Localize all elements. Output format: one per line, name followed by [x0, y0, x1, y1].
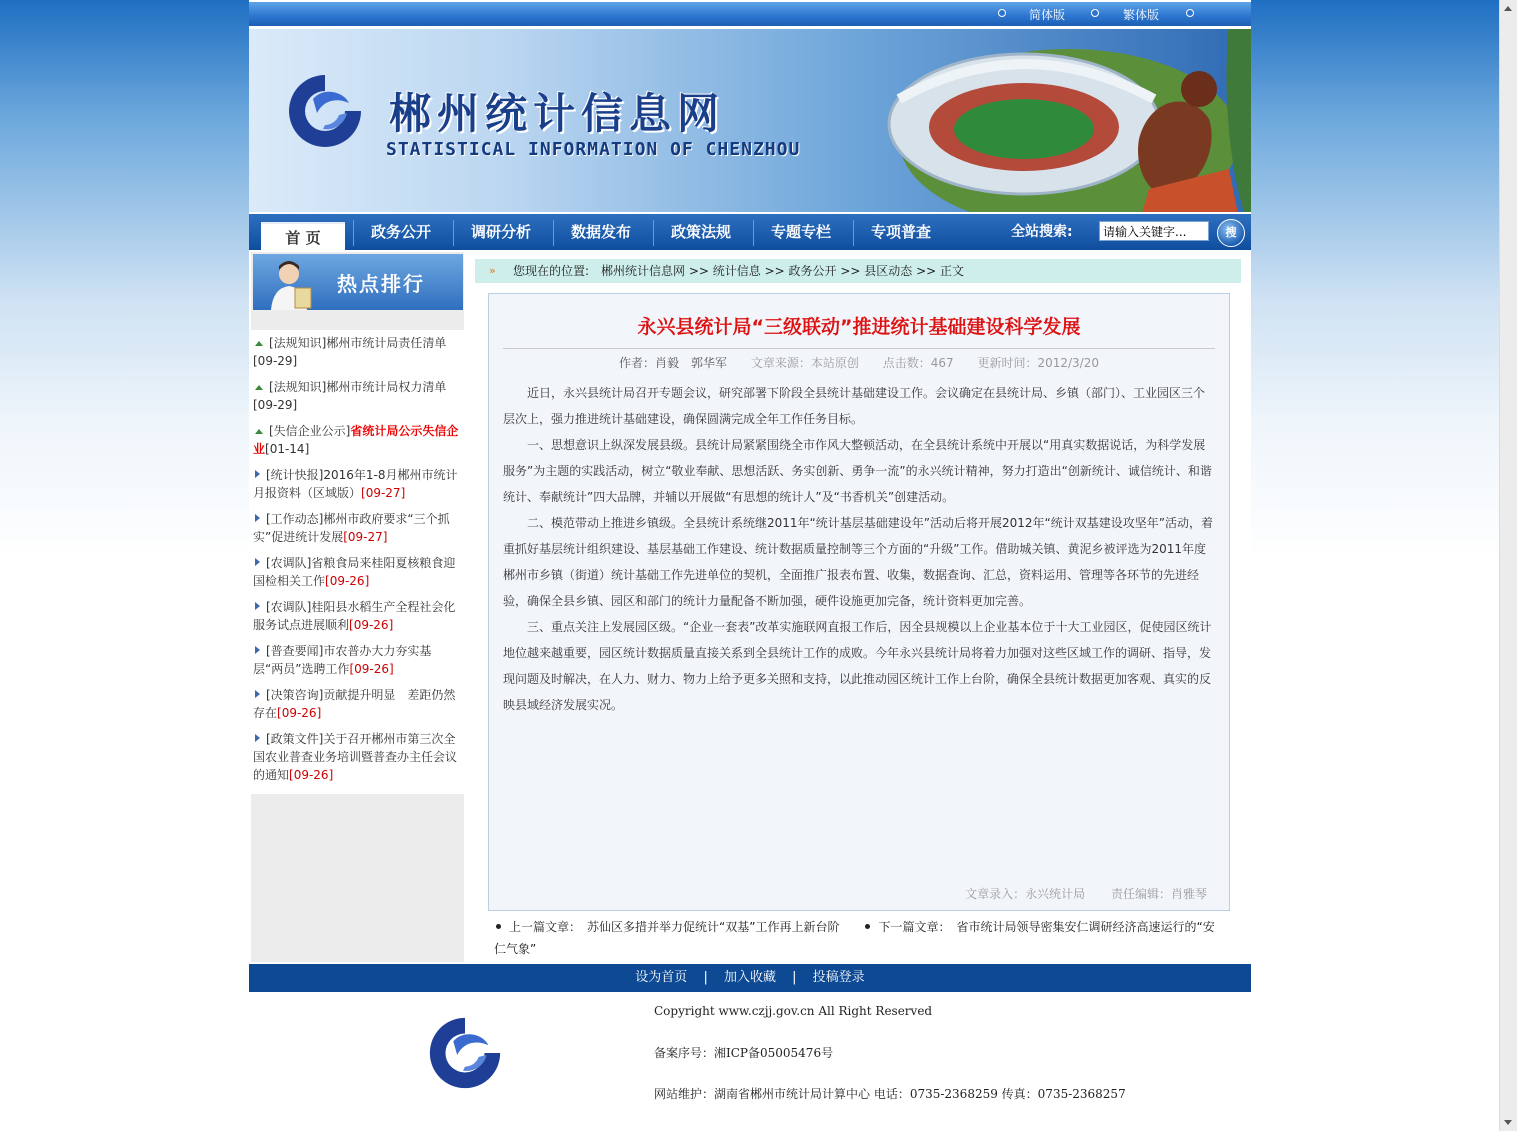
hot-list-item[interactable]: [251, 682, 464, 726]
header-banner: [249, 29, 1251, 212]
item-title-link[interactable]: 省粮食局来桂阳夏核粮食迎国检相关工作: [253, 556, 456, 588]
item-title-link[interactable]: 省统计局公示失信企业: [253, 424, 459, 456]
scroll-up-icon[interactable]: [1504, 6, 1512, 11]
maintainer-text: 网站维护：湖南省郴州市统计局计算中心 电话：0735-2368259 传真：0735-2368257: [654, 1087, 1126, 1101]
item-title-link[interactable]: 关于召开郴州市第三次全国农业普查业务培训暨普查办主任会议的通知: [253, 732, 458, 782]
bullet-icon: [998, 9, 1006, 17]
bullet-icon: [865, 924, 870, 929]
item-category: [决策咨询]: [266, 688, 324, 702]
site-logo-icon: [283, 69, 367, 153]
hot-list-item[interactable]: [251, 594, 464, 638]
item-date: [09-26]: [325, 574, 370, 588]
item-category: [普查要闻]: [266, 644, 324, 658]
article-body: [503, 380, 1215, 718]
article-title: 永兴县统计局“三级联动”推进统计基础建设科学发展: [637, 316, 1081, 338]
search-button[interactable]: 搜: [1217, 219, 1245, 247]
item-title-link[interactable]: 市农普办大力夯实基层“两员”选聘工作: [253, 644, 432, 676]
arrow-right-icon: [255, 470, 260, 478]
arrow-up-icon: [255, 341, 263, 346]
site-subtitle: STATISTICAL INFORMATION OF CHENZHOU: [386, 139, 801, 160]
breadcrumb-text[interactable]: 您现在的位置: 郴州统计信息网 >> 统计信息 >> 政务公开 >> 县区动态 >> 正文: [513, 264, 964, 278]
item-title-link[interactable]: 郴州市政府要求“三个抓实”促进统计发展: [253, 512, 450, 544]
person-icon: [267, 258, 315, 310]
item-title-link[interactable]: 2016年1-8月郴州市统计月报资料（区域版）: [253, 468, 458, 500]
item-title-link[interactable]: 郴州市统计局责任清单: [326, 336, 447, 350]
hot-list-item[interactable]: [251, 374, 464, 418]
link-separator: |: [703, 970, 708, 985]
sidebar: [251, 252, 464, 962]
item-category: [政策文件]: [266, 732, 324, 746]
article-meta: [489, 354, 1229, 371]
search-label: 全站搜索:: [1011, 224, 1073, 240]
nav-item-policy[interactable]: 政策法规: [670, 223, 731, 241]
hot-list-item[interactable]: [251, 550, 464, 594]
article-panel: [488, 293, 1230, 911]
simplified-link[interactable]: 简体版: [1029, 8, 1066, 22]
article-source: 文章来源：本站原创: [750, 356, 859, 370]
hot-list-item[interactable]: [251, 418, 464, 462]
stadium-image: [869, 29, 1251, 212]
hot-list-item[interactable]: [251, 726, 464, 788]
arrow-right-icon: [255, 690, 260, 698]
item-category: [农调队]: [266, 556, 312, 570]
arrow-right-icon: [255, 734, 260, 742]
nav-item-topics[interactable]: 专题专栏: [770, 223, 831, 241]
item-category: [法规知识]: [269, 336, 327, 350]
item-date: [09-26]: [277, 706, 322, 720]
prev-article-link[interactable]: 苏仙区多措并举力促统计“双基”工作再上新台阶: [587, 920, 840, 934]
item-category: [农调队]: [266, 600, 312, 614]
arrow-right-icon: [255, 558, 260, 566]
icp-text: 备案序号：湘ICP备05005476号: [654, 1046, 834, 1060]
item-title-link[interactable]: 桂阳县水稻生产全程社会化服务试点进展顺利: [253, 600, 456, 632]
item-date: [09-27]: [343, 530, 388, 544]
article-footer-meta: [943, 885, 1207, 902]
item-date: [09-26]: [349, 662, 394, 676]
main-nav: [249, 214, 1251, 250]
search-input[interactable]: [1099, 221, 1209, 241]
bullet-icon: [1091, 9, 1099, 17]
article-hits: 点击数：467: [882, 356, 954, 370]
site-title: 郴州统计信息网: [389, 89, 726, 138]
footer-logo-icon: [421, 1012, 509, 1094]
article-editor: 责任编辑：肖雅琴: [1110, 887, 1207, 901]
footer: [249, 992, 1251, 1113]
nav-item-census[interactable]: 专项普查: [870, 223, 931, 241]
item-date: [01-14]: [265, 442, 310, 456]
breadcrumb: [475, 259, 1241, 283]
arrow-up-icon: [255, 385, 263, 390]
item-date: [09-27]: [361, 486, 406, 500]
item-category: [法规知识]: [269, 380, 327, 394]
article-author: 作者：肖毅 郭华军: [619, 356, 728, 370]
nav-item-government[interactable]: 政务公开: [370, 223, 431, 241]
hot-list-item[interactable]: [251, 330, 464, 374]
hot-list-item[interactable]: [251, 462, 464, 506]
copyright-text: Copyright www.czjj.gov.cn All Right Reserved: [654, 1004, 933, 1018]
scroll-down-icon[interactable]: [1504, 1120, 1512, 1125]
next-label: 下一篇文章：: [878, 920, 945, 934]
hot-list-item[interactable]: [251, 638, 464, 682]
top-bar: [249, 2, 1251, 26]
article-paragraph: 三、重点关注上发展园区级。“企业一套表”改革实施联网直报工作后，因全县规模以上企业基本位于十大工业园区，促使园区统计地位越来越重要，园区统计数据质量直接关系到全县统计工作的成败。今年永兴县统计局将着力加强对这些区域工作的调研、指导，发现问题及时解决，在人力、财力、物力上给予更多关照和支持，以此推动园区统计工作上台阶，确保全县统计数据更加客观、真实的反映县域经济发展实况。: [503, 620, 1212, 712]
hot-ranking-header: [253, 254, 463, 310]
arrow-icon: »: [489, 264, 496, 277]
prev-label: 上一篇文章：: [509, 920, 576, 934]
link-separator: |: [792, 970, 797, 985]
hot-ranking-title: 热点排行: [337, 272, 425, 296]
nav-item-data[interactable]: 数据发布: [570, 223, 631, 241]
article-paragraph: 近日，永兴县统计局召开专题会议，研究部署下阶段全县统计基础建设工作。会议确定在县统计局、乡镇（部门）、工业园区三个层次上，强力推进统计基础建设，确保圆满完成全年工作任务目标。: [503, 386, 1206, 426]
arrow-right-icon: [255, 602, 260, 610]
item-date: [09-29]: [253, 354, 298, 368]
hot-ranking-list: [251, 330, 464, 794]
item-category: [统计快报]: [266, 468, 324, 482]
item-category: [失信企业公示]: [269, 424, 351, 438]
divider: [503, 348, 1215, 349]
bullet-icon: [1186, 9, 1194, 17]
set-homepage-link[interactable]: 设为首页: [635, 970, 688, 985]
item-title-link[interactable]: 郴州市统计局权力清单: [326, 380, 447, 394]
page-container: [249, 0, 1251, 1113]
footer-links-bar: [249, 964, 1251, 992]
item-title-link[interactable]: 贡献提升明显 差距仍然存在: [253, 688, 456, 720]
arrow-up-icon: [255, 429, 263, 434]
item-date: [09-26]: [289, 768, 334, 782]
traditional-link[interactable]: 繁体版: [1123, 8, 1160, 22]
item-category: [工作动态]: [266, 512, 324, 526]
article-updated: 更新时间：2012/3/20: [977, 356, 1099, 370]
add-favorite-link[interactable]: 加入收藏: [723, 970, 776, 985]
article-paragraph: 一、思想意识上纵深发展县级。县统计局紧紧围绕全市作风大整顿活动，在全县统计系统中开展以“用真实数据说话，为科学发展服务”为主题的实践活动，树立“敬业奉献、思想活跃、务实创新、勇争一流”的永兴统计精神，努力打造出“创新统计、诚信统计、和谐统计、奉献统计”四大品牌，并辅以开展做“有思想的统计人”及“书香机关”创建活动。: [503, 438, 1212, 504]
submit-login-link[interactable]: 投稿登录: [812, 970, 865, 985]
hot-list-item[interactable]: [251, 506, 464, 550]
article-paragraph: 二、模范带动上推进乡镇级。全县统计系统继2011年“统计基层基础建设年”活动后将开展2012年“统计双基建设攻坚年”活动，着重抓好基层统计组织建设、基层基础工作建设、统计数据质量控制等三个方面的“升级”工作。借助城关镇、黄泥乡被评选为2011年度郴州市乡镇（街道）统计基础工作先进单位的契机，全面推广报表布置、收集，数据查询、汇总，资料运用、管理等各环节的先进经验，确保全县乡镇、园区和部门的统计力量配备不断加强，硬件设施更加完备，统计资料更加完善。: [503, 516, 1213, 608]
nav-item-home[interactable]: 首 页: [261, 222, 345, 252]
item-date: [09-26]: [349, 618, 394, 632]
arrow-right-icon: [255, 514, 260, 522]
nav-item-research[interactable]: 调研分析: [470, 223, 531, 241]
prev-next-nav: [494, 916, 1224, 960]
article-entry: 文章录入：永兴统计局: [965, 887, 1086, 901]
vertical-scrollbar[interactable]: [1499, 0, 1517, 1131]
item-date: [09-29]: [253, 398, 298, 412]
arrow-right-icon: [255, 646, 260, 654]
bullet-icon: [496, 924, 501, 929]
next-article-link[interactable]: 省市统计局领导密集安仁调研经济高速运行的“安仁气象”: [494, 920, 1215, 956]
